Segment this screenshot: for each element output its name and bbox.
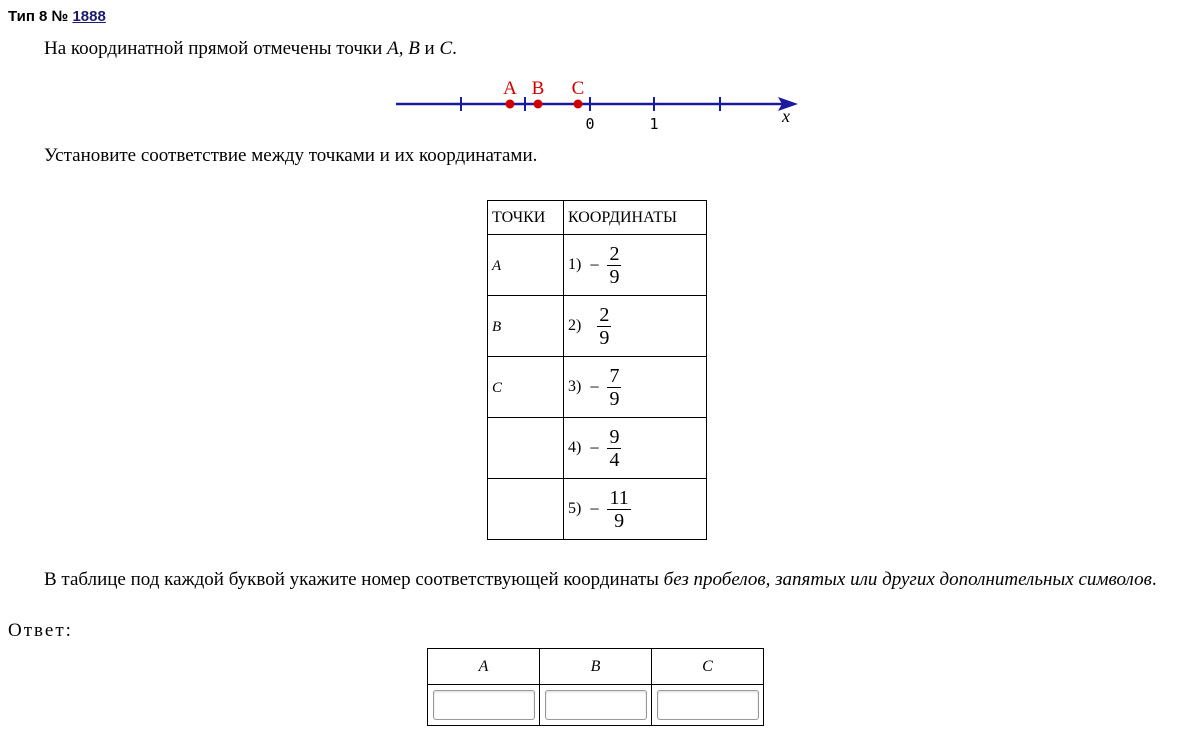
answer-instructions: В таблице под каждой буквой укажите номер соответствующей координаты без пробелов, запятых или других дополнительных символов.	[44, 569, 1157, 590]
fraction: $\frac{11}{9}$	[609, 486, 629, 532]
point-letter: C	[492, 380, 503, 396]
coordinate-option: 5) − $\frac{11}{9}$	[568, 486, 629, 532]
point-letter: A	[492, 258, 502, 274]
table-row	[488, 418, 707, 479]
coordinate-option: 2) $\frac{2}{9}$	[568, 303, 610, 349]
fraction: $\frac{7}{9}$	[609, 364, 620, 410]
task-header	[8, 8, 106, 25]
answer-input-c[interactable]	[657, 690, 759, 720]
task-number-link[interactable]: 1888	[72, 8, 106, 25]
point-a-label: A	[503, 78, 517, 99]
table-row	[488, 479, 707, 540]
matching-table	[487, 200, 707, 540]
answer-input-row	[428, 685, 764, 726]
table-row	[488, 235, 707, 296]
task-type-label: Тип 8 №	[8, 8, 73, 25]
instruction-text: Установите соответствие между точками и их координатами.	[44, 145, 538, 166]
header-coordinates: КООРДИНАТЫ	[564, 201, 707, 235]
tick-label-0: 0	[585, 115, 595, 133]
axis-label-x: x	[782, 106, 790, 126]
answer-label: Ответ:	[8, 620, 73, 641]
coordinate-option: 4) − $\frac{9}{4}$	[568, 425, 620, 471]
answer-input-b[interactable]	[545, 690, 647, 720]
fraction: $\frac{9}{4}$	[609, 425, 620, 471]
number-line	[390, 74, 810, 134]
answer-header-row	[428, 649, 764, 685]
coordinate-option: 3) − $\frac{7}{9}$	[568, 364, 620, 410]
answer-column-a: A	[428, 649, 540, 685]
coordinate-option: 1) − $\frac{2}{9}$	[568, 242, 620, 288]
point-c-label: C	[571, 78, 585, 99]
table-header-row	[488, 201, 707, 235]
fraction: $\frac{2}{9}$	[599, 303, 610, 349]
point-letter: B	[492, 319, 502, 335]
tick-label-1: 1	[649, 115, 659, 133]
intro-paragraph: На координатной прямой отмечены точки A, B и C.	[44, 38, 457, 59]
table-row	[488, 296, 707, 357]
answer-column-c: C	[652, 649, 764, 685]
point-c	[574, 100, 583, 109]
fraction: $\frac{2}{9}$	[609, 242, 620, 288]
answer-column-b: B	[540, 649, 652, 685]
answer-table	[427, 648, 764, 726]
point-a	[506, 100, 515, 109]
answer-input-a[interactable]	[433, 690, 535, 720]
point-b-label: B	[531, 78, 545, 99]
point-b	[534, 100, 543, 109]
table-row	[488, 357, 707, 418]
header-points: ТОЧКИ	[488, 201, 564, 235]
